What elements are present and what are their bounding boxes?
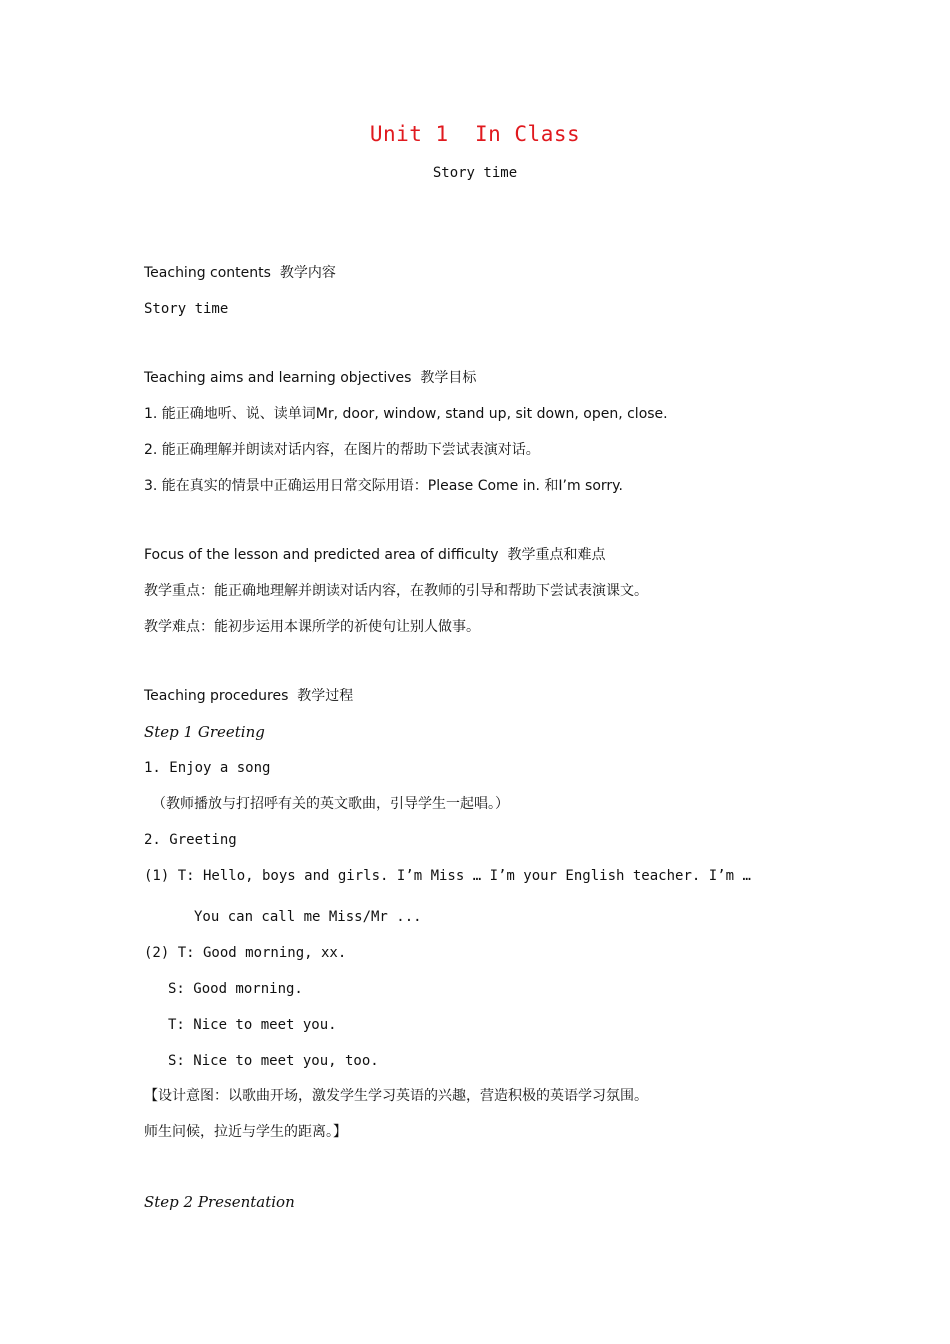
- aims-item-2: 2. 能正确理解并朗读对话内容，在图片的帮助下尝试表演对话。: [144, 442, 540, 458]
- design-intent-line-1: 【设计意图：以歌曲开场，激发学生学习英语的兴趣，营造积极的英语学习氛围。: [144, 1088, 648, 1104]
- document-title: Unit 1 In Class: [369, 122, 581, 146]
- procedures-heading: Teaching procedures 教学过程: [144, 688, 354, 704]
- focus-difficulty: 教学难点：能初步运用本课所学的祈使句让别人做事。: [144, 619, 480, 635]
- aims-heading: Teaching aims and learning objectives 教学目标: [144, 370, 477, 386]
- focus-heading: Focus of the lesson and predicted area of difficulty 教学重点和难点: [144, 547, 606, 563]
- contents-heading: Teaching contents 教学内容: [144, 265, 336, 281]
- dialog1-line-2: You can call me Miss/Mr ...: [194, 909, 422, 925]
- dialog2-line-4: S: Nice to meet you, too.: [168, 1053, 379, 1069]
- step1-item-2: 2. Greeting: [144, 832, 237, 848]
- document-subtitle: Story time: [432, 165, 518, 181]
- focus-key-point: 教学重点：能正确地理解并朗读对话内容，在教师的引导和帮助下尝试表演课文。: [144, 583, 648, 599]
- dialog2-line-3: T: Nice to meet you.: [168, 1017, 337, 1033]
- step1-item-1-note: （教师播放与打招呼有关的英文歌曲，引导学生一起唱。）: [152, 796, 509, 812]
- step1-title: Step 1 Greeting: [144, 723, 265, 741]
- step1-item-1: 1. Enjoy a song: [144, 760, 271, 776]
- design-intent-line-2: 师生问候，拉近与学生的距离。】: [144, 1124, 347, 1140]
- dialog2-line-1: (2) T: Good morning, xx.: [144, 945, 347, 961]
- dialog2-line-2: S: Good morning.: [168, 981, 303, 997]
- aims-item-1: 1. 能正确地听、说、读单词Mr, door, window, stand up, sit down, open, close.: [144, 406, 668, 422]
- dialog1-line-1: (1) T: Hello, boys and girls. I’m Miss … I’m your English teacher. I’m …: [144, 868, 751, 884]
- contents-text: Story time: [144, 301, 229, 317]
- step2-title: Step 2 Presentation: [144, 1193, 295, 1211]
- aims-item-3: 3. 能在真实的情景中正确运用日常交际用语：Please Come in. 和I’m sorry.: [144, 478, 623, 494]
